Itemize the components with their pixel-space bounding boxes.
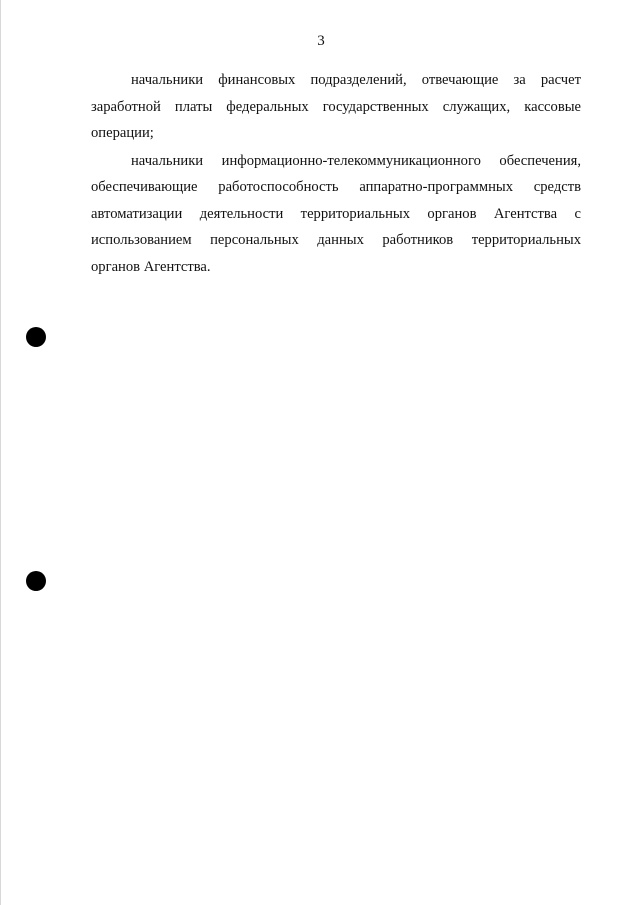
paragraph-it-heads bbox=[91, 148, 581, 281]
paragraph-finance-heads bbox=[91, 67, 581, 147]
text-line: использованием персональных данных работников территориальных bbox=[91, 232, 581, 248]
text-line: обеспечивающие работоспособность аппаратно-программных средств bbox=[91, 179, 581, 195]
punch-hole-bottom bbox=[26, 571, 46, 591]
text-line: начальники финансовых подразделений, отвечающие за расчет bbox=[131, 72, 581, 88]
document-body bbox=[91, 67, 581, 281]
text-line: заработной платы федеральных государственных служащих, кассовые bbox=[91, 98, 581, 115]
text-line: начальники информационно-телекоммуникационного обеспечения, bbox=[131, 152, 581, 169]
text-line: операции; bbox=[91, 125, 154, 141]
text-line: органов Агентства. bbox=[91, 258, 211, 275]
page-number: 3 bbox=[317, 33, 325, 49]
punch-hole-top bbox=[26, 327, 46, 347]
text-line: автоматизации деятельности территориальных органов Агентства с bbox=[91, 205, 581, 222]
